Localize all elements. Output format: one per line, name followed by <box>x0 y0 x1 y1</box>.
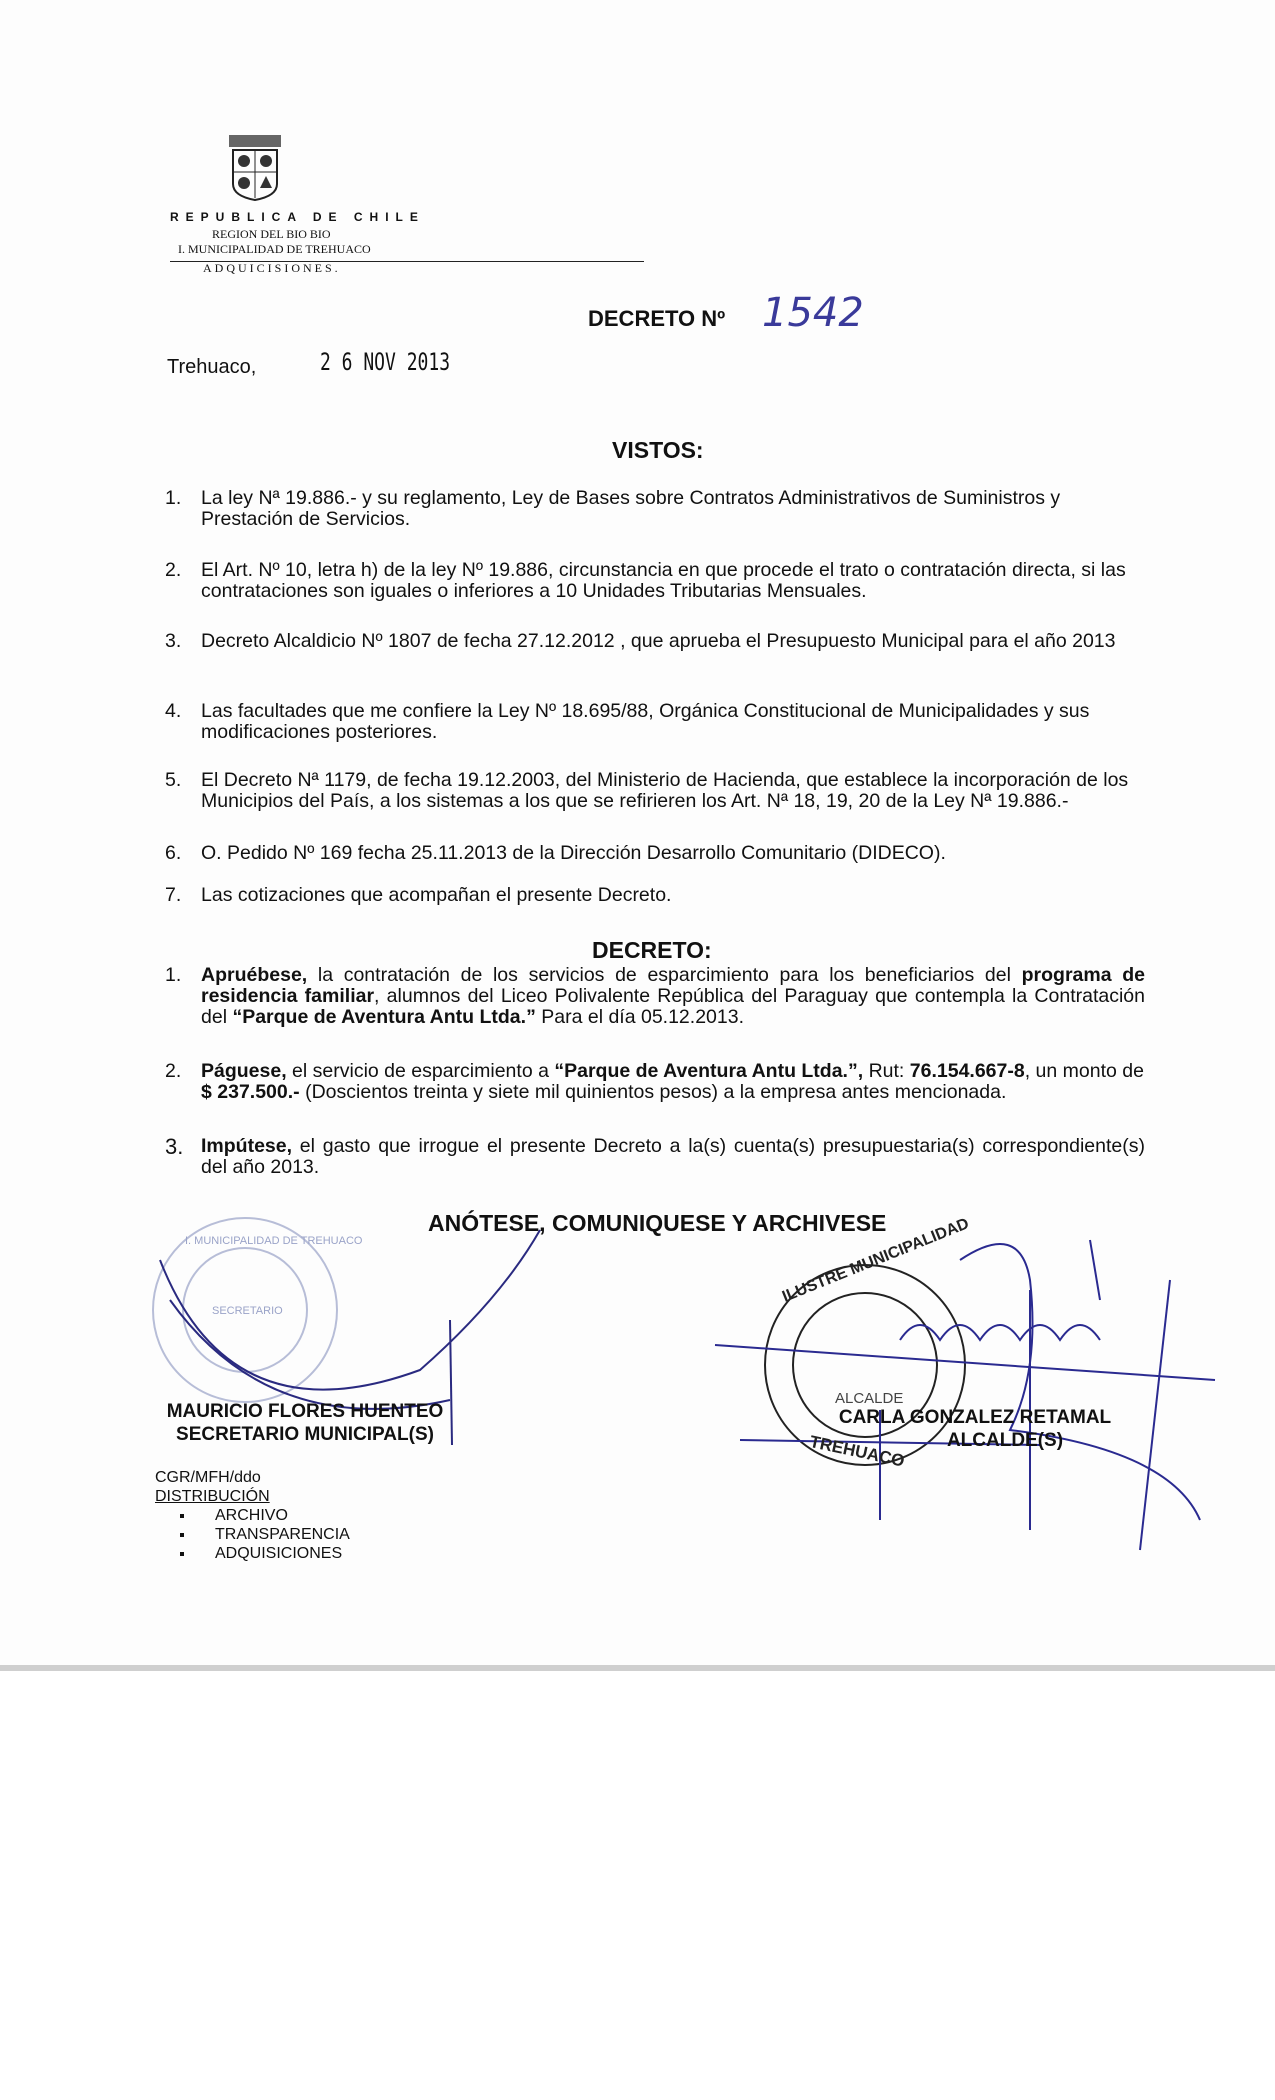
secretary-title: SECRETARIO MUNICIPAL(S) <box>176 1424 434 1445</box>
item-number: 5. <box>165 769 182 791</box>
item-text: La ley Nª 19.886.- y su reglamento, Ley de Bases sobre Contratos Administrativos de Suministros y Prestación de Servicios. <box>201 487 1061 530</box>
item-text: Las cotizaciones que acompañan el presente Decreto. <box>201 884 672 906</box>
item-text <box>201 1136 1145 1178</box>
secretary-seal-center: SECRETARIO <box>212 1305 283 1317</box>
item-number: 1. <box>165 487 182 509</box>
department-label: ADQUICISIONES. <box>203 261 341 275</box>
text: , un monto de <box>1024 1060 1144 1082</box>
coat-of-arms-icon <box>229 135 281 200</box>
decreto-item <box>165 965 1145 1028</box>
decreto-item <box>165 1061 1145 1103</box>
item-text <box>201 965 1145 1028</box>
decree-number-handwritten: 1542 <box>762 290 864 336</box>
vistos-item <box>165 701 1145 743</box>
vistos-item <box>165 770 1145 812</box>
text: (Doscientos treinta y siete mil quinientos pesos) a la empresa antes mencionada. <box>299 1081 1007 1103</box>
item-text <box>201 1061 1145 1103</box>
secretary-name: MAURICIO FLORES HUENTEO <box>166 1401 444 1422</box>
item-number: 2. <box>165 559 182 581</box>
item-number: 2. <box>165 1060 182 1082</box>
item-text: Las facultades que me confiere la Ley Nº 18.695/88, Orgánica Constitucional de Municipalidades y sus modificaciones posteriores. <box>201 700 1090 743</box>
mayor-seal-bottom-text: TREHUACO <box>808 1432 907 1471</box>
item-text: El Decreto Nª 1179, de fecha 19.12.2003, del Ministerio de Hacienda, que establece la incorporación de los Municipios del País, a los sistemas a los que se refirieren los Art. Nª 18, 19, 20 de la Ley Nª 19.886.- <box>201 769 1129 812</box>
vistos-item <box>165 488 1145 530</box>
bold-text: Impútese, <box>201 1135 293 1157</box>
text: , alumnos del Liceo Polivalente República del Paraguay que contempla la Contratación del <box>201 985 1145 1028</box>
decreto-item <box>165 1136 1145 1178</box>
distribution-label: DISTRIBUCIÓN <box>155 1488 270 1505</box>
decree-label: DECRETO Nº <box>588 306 726 331</box>
bold-text: programa de residencia familiar <box>201 964 1145 1007</box>
distribution-item: ▪ ARCHIVO <box>195 1506 350 1525</box>
bold-text: Apruébese, <box>201 964 308 986</box>
distribution-block <box>155 1468 350 1563</box>
country-label: REPUBLICA DE CHILE <box>170 210 425 224</box>
item-number: 3. <box>165 630 182 652</box>
distribution-item: ▪ ADQUISICIONES <box>195 1544 350 1563</box>
mayor-seal-text: ILUSTRE MUNICIPALIDAD <box>780 1215 972 1306</box>
vistos-item <box>165 885 1145 906</box>
text: el servicio de esparcimiento a <box>286 1060 555 1082</box>
closing-formula: ANÓTESE, COMUNIQUESE Y ARCHIVESE <box>428 1210 887 1236</box>
bold-text: “Parque de Aventura Antu Ltda.”, <box>554 1060 864 1082</box>
item-number: 4. <box>165 700 182 722</box>
vistos-heading: VISTOS: <box>612 437 704 463</box>
mayor-title: ALCALDE(S) <box>946 1430 1064 1451</box>
distribution-item: ▪ TRANSPARENCIA <box>195 1525 350 1544</box>
item-number: 3. <box>165 1134 184 1159</box>
region-label: REGION DEL BIO BIO <box>212 227 331 241</box>
item-text: O. Pedido Nº 169 fecha 25.11.2013 de la Dirección Desarrollo Comunitario (DIDECO). <box>201 842 946 864</box>
date-stamp: 2 6 NOV 2013 <box>320 348 451 376</box>
text: la contratación de los servicios de esparcimiento para los beneficiarios del <box>307 964 1022 986</box>
decreto-heading: DECRETO: <box>592 937 712 963</box>
vistos-item <box>165 631 1145 652</box>
vistos-item <box>165 560 1145 602</box>
secretary-signature-block <box>150 1400 460 1446</box>
item-number: 6. <box>165 842 182 864</box>
bold-text: “Parque de Aventura Antu Ltda.” <box>232 1006 536 1028</box>
place-label: Trehuaco, <box>167 356 257 378</box>
mayor-signature-block <box>820 1406 1130 1452</box>
bold-text: 76.154.667-8 <box>909 1060 1025 1082</box>
secretary-seal-text: I. MUNICIPALIDAD DE TREHUACO <box>185 1235 363 1247</box>
text: Para el día 05.12.2013. <box>535 1006 744 1028</box>
municipality-label: I. MUNICIPALIDAD DE TREHUACO <box>178 242 371 256</box>
initials: CGR/MFH/ddo <box>155 1469 261 1486</box>
seal-center-text: ALCALDE <box>835 1390 904 1407</box>
item-number: 1. <box>165 964 182 986</box>
bold-text: $ 237.500.- <box>201 1081 300 1103</box>
item-text: Decreto Alcaldicio Nº 1807 de fecha 27.12.2012 , que aprueba el Presupuesto Municipal para el año 2013 <box>201 630 1116 652</box>
item-number: 7. <box>165 884 182 906</box>
bold-text: Páguese, <box>201 1060 287 1082</box>
text: Rut: <box>863 1060 910 1082</box>
text: el gasto que irrogue el presente Decreto a la(s) cuenta(s) presupuestaria(s) correspondiente(s) del año 2013. <box>201 1135 1145 1178</box>
mayor-name: CARLA GONZALEZ RETAMAL <box>838 1407 1112 1428</box>
item-text: El Art. Nº 10, letra h) de la ley Nº 19.886, circunstancia en que procede el trato o contratación directa, si las contrataciones son iguales o inferiores a 10 Unidades Tributarias Mensuales. <box>201 559 1126 602</box>
vistos-item <box>165 843 1145 864</box>
